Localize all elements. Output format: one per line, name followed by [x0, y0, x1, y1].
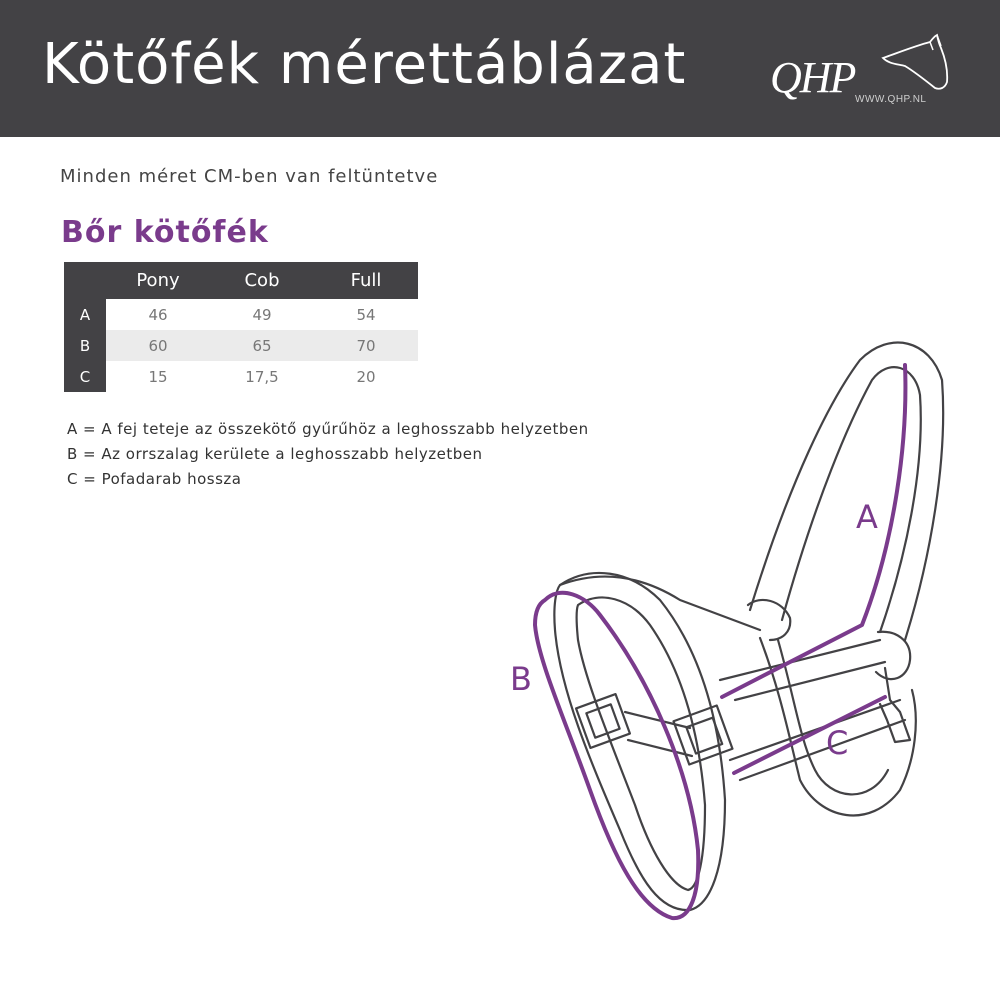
table-cell: 54 [356, 305, 376, 324]
right-buckle [674, 706, 733, 765]
diagram-label-a: A [856, 498, 878, 536]
table-cell: 65 [210, 330, 314, 361]
column-header: Pony [106, 262, 210, 299]
table-cell: 46 [148, 305, 168, 324]
diagram-label-c: C [826, 724, 849, 762]
table-cell: 17,5 [245, 367, 279, 386]
page-title: Kötőfék mérettáblázat [42, 32, 687, 97]
legend-item-a: A = A fej teteje az összekötő gyűrűhöz a leghosszabb helyzetben [67, 420, 589, 438]
table-cell: 70 [314, 330, 418, 361]
units-note: Minden méret CM-ben van feltüntetve [60, 166, 439, 187]
logo-url: WWW.QHP.NL [855, 94, 927, 105]
throat-strap-inner [778, 640, 888, 794]
crown-strap-inner [782, 367, 921, 632]
row-header: A [64, 299, 106, 330]
column-header: Full [314, 262, 418, 299]
table-cell: 60 [106, 330, 210, 361]
table-cell: 49 [252, 305, 272, 324]
table-cell: 15 [148, 367, 168, 386]
chin-strap-lower [730, 700, 905, 780]
row-header: C [64, 361, 106, 392]
column-header: Cob [210, 262, 314, 299]
section-title: Bőr kötőfék [61, 215, 269, 250]
left-cheek-ring [748, 600, 790, 640]
diagram-label-b: B [510, 660, 532, 698]
row-header: B [64, 330, 106, 361]
logo-text: QHP [770, 53, 855, 102]
legend-item-c: C = Pofadarab hossza [67, 470, 242, 488]
chin-strap [720, 640, 885, 700]
legend-item-b: B = Az orrszalag kerülete a leghosszabb helyzetben [67, 445, 483, 463]
table-cell: 20 [356, 367, 376, 386]
